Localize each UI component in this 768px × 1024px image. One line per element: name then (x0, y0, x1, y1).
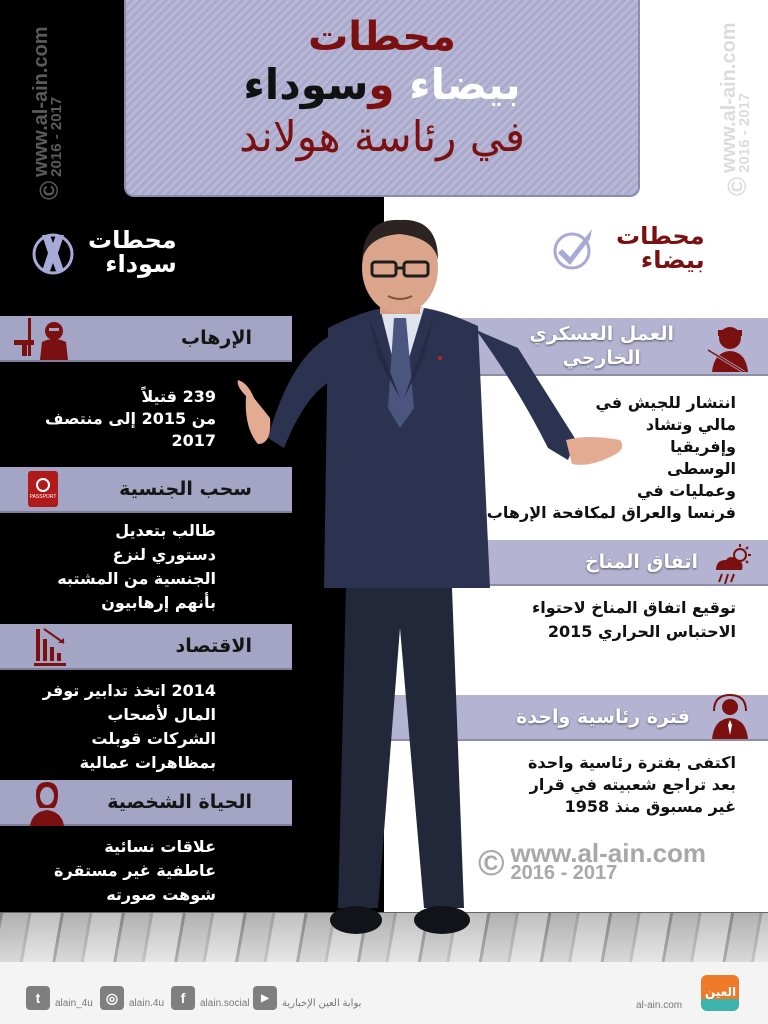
social-facebook[interactable]: f alain.social (171, 986, 249, 1010)
copyright-icon: © (722, 176, 752, 196)
social-twitter[interactable]: t alain_4u (26, 986, 93, 1010)
economy-text: 2014 اتخذ تدابير توفر المال لأصحاب الشركات قوبلت بمظاهرات عمالية (42, 681, 216, 772)
title-banner (124, 0, 640, 197)
personal-life-text: علاقات نسائية عاطفية غير مستقرة شوهت صورته (54, 837, 216, 904)
bar-personal-life: الحياة الشخصية (0, 780, 292, 826)
bar-military: العمل العسكري الخارجي (386, 318, 768, 376)
copyright-notice: © www.al-ain.com 2016 - 2017 (478, 838, 707, 884)
weather-storm-icon (710, 542, 756, 586)
terrorism-text: 239 قتيلاً من 2015 إلى منتصف 2017 (44, 387, 216, 450)
social-instagram[interactable]: ◎ alain.4u (100, 986, 164, 1010)
watermark-left: © www.al-ain.com 2016 - 2017 (30, 26, 65, 200)
businessman-icon (708, 691, 752, 741)
copyright-icon: © (478, 842, 505, 883)
bar-climate: اتفاق المناخ (386, 540, 768, 586)
bar-terrorism: الإرهاب (0, 316, 292, 362)
facebook-icon: f (171, 986, 195, 1010)
woman-icon (28, 780, 66, 826)
site-link[interactable]: al-ain.com (636, 1000, 683, 1011)
bar-single-term: فترة رئاسية واحدة (386, 695, 768, 741)
x-circle-icon (30, 229, 76, 275)
title-line-2: بيضاء وسوداء (243, 60, 521, 109)
youtube-icon: ▶ (253, 986, 277, 1010)
president-photo (228, 208, 628, 948)
climate-text: توقيع اتفاق المناخ لاحتواء الاحتباس الحراري 2015 (532, 598, 736, 641)
bar-citizenship: سحب الجنسية PASSPORT (0, 467, 292, 513)
social-youtube[interactable]: ▶ بوابة العين الإخبارية (253, 986, 361, 1010)
title-line-3: في رئاسة هولاند (239, 112, 525, 161)
single-term-text: اكتفى بفترة رئاسية واحدة بعد تراجع شعبيته في قرار غير مسبوق منذ 1958 (527, 753, 736, 816)
watermark-right: © www.al-ain.com 2016 - 2017 (718, 22, 753, 196)
citizenship-text: طالب بتعديل دستوري لنزع الجنسية من المشتبه بأنهم إرهابيون (57, 521, 216, 612)
white-section-header: محطات بيضاء (550, 224, 705, 272)
bar-economy: الاقتصاد (0, 624, 292, 670)
copyright-icon: © (34, 180, 64, 200)
declining-chart-icon (34, 627, 68, 667)
black-section-header: محطات سوداء (30, 228, 177, 276)
al-ain-logo[interactable]: العين (701, 975, 739, 1011)
passport-icon: PASSPORT (28, 471, 58, 507)
title-line-1: محطات (308, 14, 456, 60)
soldier-icon (704, 322, 754, 372)
military-text: انتشار للجيش في مالي وتشاد وإفريقيا الوسطى وعمليات في فرنسا والعراق لمكافحة الإرهاب (486, 393, 736, 522)
terrorist-icon (12, 318, 72, 360)
instagram-icon: ◎ (100, 986, 124, 1010)
twitter-icon: t (26, 986, 50, 1010)
